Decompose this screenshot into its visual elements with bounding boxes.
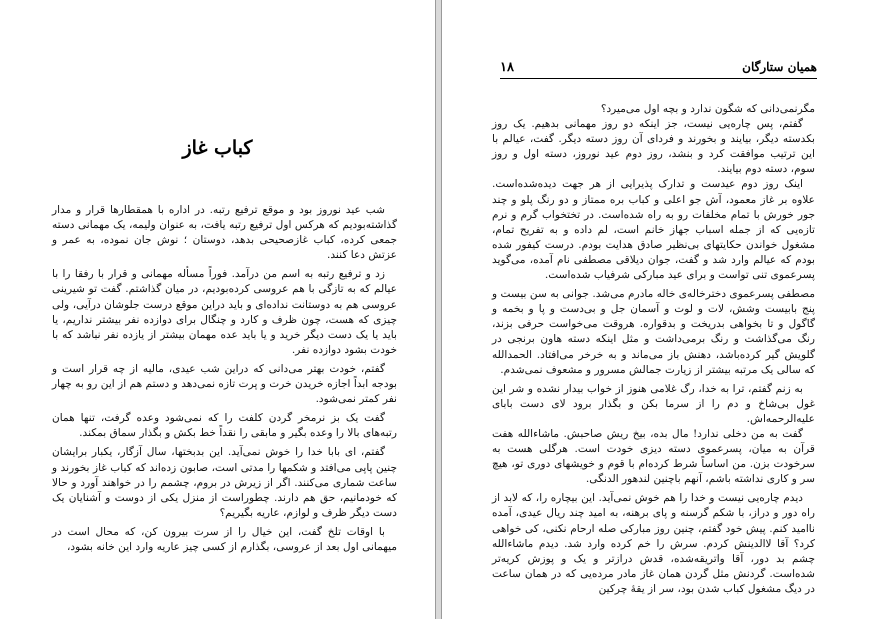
right-paragraph-4: مصطفی پسرعموی دخترخاله‌ی خاله مادرم می‌شد. جوانی به سن بیست و پنج بابیست وشش، لات و لوت و آسمان جل و بی‌دست و پا و بخمه و گاگول و تا بخواهی بدریخت و بدقواره. هروقت می‌خواست حرفی بزند، رنگ می‌گذاشت و رنگ برمی‌داشت و مثل اینکه دسته هاون برنجی در گلویش گیر کرده‌باشد، دهنش باز می‌ماند و به خرخر می‌افتاد. الحمدالله که سالی یک مرتبه بیشتر از زیارت جمالش مسرور و مشعوف نمی‌شدم. <box>492 288 815 376</box>
right-paragraph-7: دیدم چاره‌یی نیست و خدا را هم خوش نمی‌آید. این بیچاره را، که لابد از راه دور و دراز، با شکم گرسنه و پای برهنه، به امید چند ریال عیدی، آمده ناامید کنم. پیش خود گفتم، چنین روز مبارکی صله ارحام نکنی، کی خواهی کرد؟ آقا لاالدینش کردم. سرش را خم کرده وارد شد. دیدم ماشاءالله چشم بد دور، آقا واتریقه‌شده، قدش درازتر و یک و پوزش کریه‌تر شده‌است. گردنش مثل گردن همان غاز مادر مرده‌یی که در همان ساعت در دیگ مشغول کباب شدن بود، سر از یقهٔ چرکین <box>492 492 815 595</box>
left-paragraph-6: با اوقات تلخ گفت، این خیال را از سرت بیرون کن، که محال است در میهمانی اول بعد از عروسی، بگذارم از کسی چیز عاریه وارد این خانه بشود، <box>52 525 397 553</box>
right-paragraph-6: گفت به من دخلی ندارد! مال بده، بیخ ریش صاحبش. ماشاءالله هفت قرآن به میان، پسرعموی دسته دیزی خودت است. هرگلی هست به سرخودت بزن. من اساساً شرط کرده‌ام با قوم و خویشهای دوری تو، هیچ سر و کاری نداشته باشم، آنهم باچنین لندهور الدنگی. <box>492 427 815 486</box>
chapter-title: کباب غاز <box>182 137 253 159</box>
running-header <box>500 58 817 79</box>
page-number: ۱۸ <box>500 60 514 75</box>
left-paragraph-1: شب عید نوروز بود و موقع ترفیع رتبه. در اداره با همقطارها قرار و مدار گذاشته‌بودیم که هرکس اول ترفیع رتبه یافت، به عنوان ولیمه، یک مهمانی دسته جمعی کرده، کباب غازصحیحی بدهد، دوستان ؛ نوش جان نموده، به عمر و عزتش دعا کنند. <box>52 204 397 262</box>
right-paragraph-3: اینک روز دوم عیدست و تدارک پذیرایی از هر جهت دیده‌شده‌است. علاوه بر غاز معمود، آش جو اعلی و کباب بره ممتاز و دو رنگ پلو و چند جور خورش با تمام مخلفات رو به راه شده‌است. در تختخواب گرم و نرم تازه‌یی که از جمله اسباب جهاز خانم است، لم داده و به تفریح تمام، مشغول خواندن حکایتهای بی‌نظیر صادق هدایت بودم. درست کیفور شده بودم که عیالم وارد شد و گفت، جوان دیلاقی مصطفی نام آمده، می‌گوید پسرعموی تنی تواست و برای عید مبارکی شرفیاب شده‌است. <box>492 178 815 282</box>
left-paragraph-3: گفتم، خودت بهتر می‌دانی که دراین شب عیدی، مالیه از چه قرار است و بودجه ابداً اجازه خریدن خرت و پرت تازه نمی‌دهد و دستم هم از این رو به چهار نفر کمتر نمی‌شود. <box>52 362 397 406</box>
right-paragraph-1: مگرنمی‌دانی که شگون ندارد و بچه اول می‌میرد؟ <box>600 103 815 115</box>
right-paragraph-5: به زنم گفتم، ترا به خدا، رگ غلامی هنوز از خواب بیدار نشده و شر این غول بی‌شاخ و دم را از سرما بکن و بگذار برود لای دست بابای علیه‌الرحمه‌اش. <box>492 382 815 425</box>
left-page <box>0 0 436 619</box>
left-paragraph-2: زد و ترفیع رتبه به اسم من درآمد. فوراً مسأله مهمانی و قرار با رفقا را با عیالم که به تازگی با هم عروسی کرده‌بودیم، در میان گذاشتم. گفت تو شیرینی عروسی هم به دوستانت نداده‌ای و باید دراین موقع درست جلوشان درآیی، ولی چیزی که هست، چون ظرف و کارد و چنگال برای دوازده نفر بیشتر نداریم، یا باید یا یک دست دیگر خرید و یا باید عده مهمان بیشتر از یازده نفر نباشد که با خودت بشود دوازده نفر. <box>52 268 397 356</box>
right-paragraph-2: گفتم، پس چاره‌یی نیست، جز اینکه دو روز مهمانی بدهیم. یک روز بکدسته دیگر، بیایند و بخورند و فردای آن روز دسته دیگر. گفت، عیالم با این ترتیب موافقت کرد و بنشد، روز دوم عید نوروز، دسته اول و روز سوم، دسته دوم بیایند. <box>492 118 815 176</box>
right-page-body <box>492 102 815 595</box>
left-paragraph-5: گفتم، ای بابا خدا را خوش نمی‌آید. این بدبختها، سال آزگار، یکبار برایشان چنین پاپی می‌افتد و شکمها را مدتی است، صابون زده‌اند که کباب غاز بخورند و ساعت شماری می‌کنند. اگر از زیرش در بروم، چشمم را در خواهند آورد و حالا که خودمانیم، حق هم دارند. چطوراست از منزل یکی از دوست و آشنایان یک دست دیگر ظرف و لوازم، عاریه بگیریم؟ <box>52 446 397 519</box>
left-page-body <box>52 203 397 578</box>
left-paragraph-4: گفت یک بز نرمخر گردن کلفت را که نمی‌شود وعده گرفت، تنها همان رتبه‌های بالا را وعده بگیر و مابقی را نقداً خط بکش و بگذار سماق بمکند. <box>52 412 397 440</box>
right-page <box>441 0 877 619</box>
running-title: همیان ستارگان <box>742 60 817 74</box>
